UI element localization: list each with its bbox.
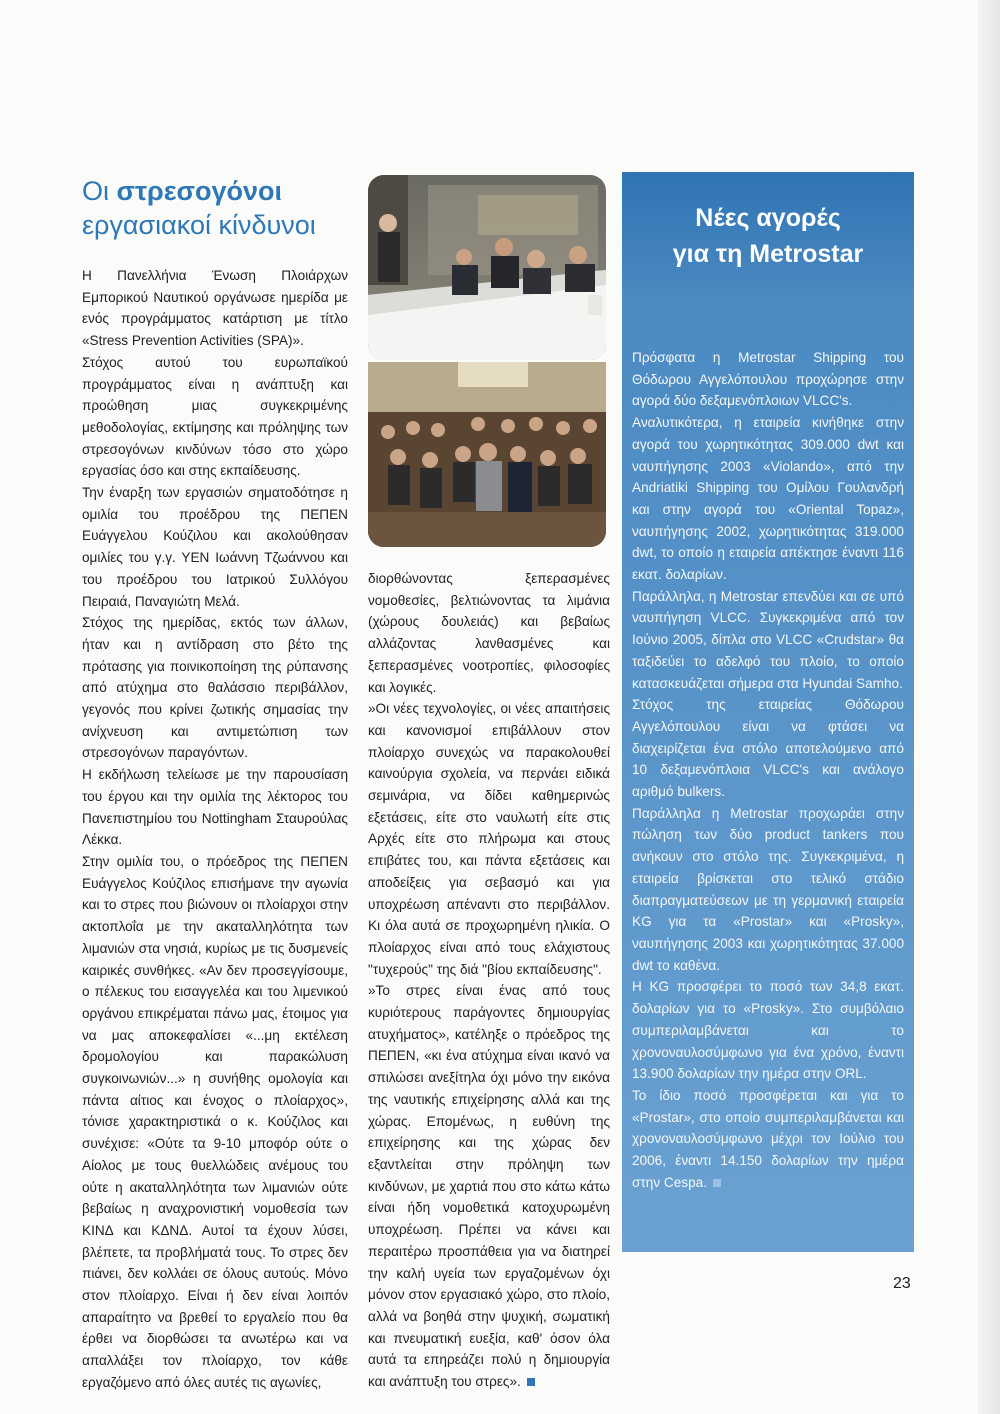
article-title [82,174,342,242]
sidebar-text [632,347,904,1193]
paragraph-text: »Το στρες είναι ένας από τους κυριότερους παράγοντες δημιουργίας ατυχήματος», κατέληξε ο πρόεδρος της ΠΕΠΕΝ, «κι ένα ατύχημα είναι ικανό να σπιλώσει ανεξίτηλα όχι μόνο την εικόνα της ναυτικής επιχείρησης αλλά και της χώρας. Επομένως, η ευθύνη της επιχείρησης και της χώρας δεν εξαντλείται στην πρόληψη των κινδύνων, με χαρτιά που στο κάτω κάτω είναι ήδη νομοθετικά κατοχυρωμένη υποχρέωση. Πρέπει να κάνει και περαιτέρω προσπάθεια για να διατηρεί την καλή υγεία των εργαζομένων όχι μόνον στον εργασιακό χώρο, στο πλοίο, αλλά να βοηθά στην ψυχική, σωματική και πνευματική ευεξία, καθ' όσον όλα αυτά τα επηρεάζει πολύ η δημιουργία και ανάπτυξη του στρες». [368,983,610,1390]
sidebar-title-line-2: για τη Metrostar [672,240,864,268]
paragraph: Στόχος της ημερίδας, εκτός των άλλων, ήταν και η αντίδραση στο βέτο της πρότασης για ποινικοποίηση της ρύπανσης από ατύχημα στο θαλάσσιο περιβάλλον, γεγονός που κρίνει ζωτικής σημασίας την ανίχνευση και αντιμετώπιση των στρεσογόνων παραγόντων. [82,615,348,761]
paragraph: Στόχος αυτού του ευρωπαϊκού προγράμματος είναι η ανάπτυξη και προώθηση μιας συγκεκριμένης μεθοδολογίας, εκτίμησης και πρόληψης των στρεσογόνων κινδύνων τόσο στο χώρο εργασίας όσο και στης εκπαίδευσης. [82,354,348,479]
article-column-1 [82,265,348,1394]
paragraph [632,1085,904,1194]
paragraph: Αναλυτικότερα, η εταιρεία κινήθηκε στην αγορά του χωρητικότητας 309.000 dwt και ναυπήγησης 2003 «Violando», από την Andriatiki Shipping του Ομίλου Γουλανδρή και στην αγορά του «Oriental Topaz», ναυπήγησης 2002, χωρητικότητας 319.000 dwt, το οποίο η εταιρεία απέκτησε έναντι 116 εκατ. δολαρίων. [632,415,904,583]
paragraph: Στην ομιλία του, ο πρόεδρος της ΠΕΠΕΝ Ευάγγελος Κούζιλος επισήμανε την αγωνία και το στρες που βιώνουν οι πλοίαρχοι στην ακτοπλοΐα με την ακαταλληλότητα των λιμανιών στα νησιά, κυρίως με τις δυσμενείς καιρικές συνθήκες. «Αν δεν προσεγγίσουμε, ο πέλεκυς του εισαγγελέα και του λιμενικού οργάνου επικρέμαται πάνω μας, έτοιμος για να μας αποκεφαλίσει «...μη εκτέλεση δρομολογίου και παρακώλυση συγκοινωνιών...» η συνήθης ομολογία και πάντα αίτιος και ένοχος ο πλοίαρχος», τόνισε χαρακτηριστικά ο κ. Κούζιλος και συνέχισε: «Ούτε τα 9-10 μποφόρ ούτε ο Αίολος με τους θυελλώδεις ανέμους του ούτε η ακαταλληλότητα των λιμανιών ούτε βεβαίως η αναχρονιστική νομοθεσία των ΚΙΝΔ και ΚΔΝΔ. Αυτοί τα έχουν λύσει, βλέπετε, τα προβλήματά τους. Το στρες δεν πιάνει, δεν κολλάει σε όλους αυτούς. Μόνο στον πλοίαρχο. Είναι ή δεν είναι λοιπόν απαραίτητο να βρεθεί το εργαλείο που θα έρθει να διορθώσει τα ανωτέρω και να απαλλάξει τον πλοίαρχο, τον κάθε εργαζόμενο από όλες αυτές τις αγωνίες, [82,853,348,1390]
conference-audience-photo [368,362,606,547]
paragraph: Στόχος της εταιρείας Θόδωρου Αγγελόπουλου είναι να φτάσει να διαχειρίζεται ένα στόλο αποτελούμενο από 10 δεξαμενόπλοια VLCC's και ανάλογο αριθμό bulkers. [632,697,904,800]
paragraph-text: Το ίδιο ποσό προσφέρεται και για το «Prostar», στο οποίο συμπεριλαμβάνεται και χρονοναυλοσύμφωνο μέχρι τον Ιούλιο του 2006, έναντι 14.150 δολαρίων την ημέρα στην Cespa. [632,1087,904,1190]
title-bold-word: στρεσογόνοι [116,176,283,206]
end-of-sidebar-square-icon [713,1179,721,1187]
paragraph: Παράλληλα, η Metrostar επενδύει και σε υπό ναυπήγηση VLCC. Συγκεκριμένα από τον Ιούνιο 2005, δίπλα στο VLCC «Crudstar» θα ταξιδεύει το αδελφό του πλοίο, το οποίο κατασκευάζεται σήμερα στα Hyundai Samho. [632,588,904,691]
page-edge-shadow [978,0,1000,1414]
paragraph: διορθώνοντας ξεπερασμένες νομοθεσίες, βελτιώνοντας τα λιμάνια (χώρους δουλειάς) και βεβαίως αλλάζοντας λανθασμένες και ξεπερασμένες νοοτροπίες, φιλοσοφίες και λογικές. [368,571,610,695]
sidebar-title-line-1: Νέες αγορές [695,204,841,232]
title-word: Οι [82,176,117,206]
page-number: 23 [893,1275,911,1292]
paragraph [368,980,610,1392]
conference-panel-photo [368,175,606,360]
sidebar-title [622,200,914,272]
paragraph: Την έναρξη των εργασιών σηματοδότησε η ομιλία του προέδρου της ΠΕΠΕΝ Ευάγγελου Κούζιλου και ακολούθησαν ομιλίες του γ.γ. ΥΕΝ Ιωάννη Τζωάννου και του προέδρου του Ιατρικού Συλλόγου Πειραιά, Παναγιώτη Μελά. [82,485,348,609]
paragraph: »Οι νέες τεχνολογίες, οι νέες απαιτήσεις και κανονισμοί επιβάλλουν στον πλοίαρχο συνεχώς να παρακολουθεί καινούργια σχολεία, να περνάει ειδικά σεμινάρια, να δίδει καθημερινώς εξετάσεις, είτε στο ναυλωτή είτε στις Αρχές είτε στο πλήρωμα και στους επιβάτες του, και πάντα εξετάσεις και αποδείξεις για σεβασμό και για υποχρέωση απέναντι στο περιβάλλον. Κι όλα αυτά σε προχωρημένη ηλικία. Ο πλοίαρχος είναι από τους ελάχιστους "τυχερούς" της διά "βίου εκπαίδευσης". [368,701,610,977]
paragraph: Η Πανελλήνια Ένωση Πλοιάρχων Εμπορικού Ναυτικού οργάνωσε ημερίδα με ενός προγράμματος κατάρτιση με τίτλο «Stress Prevention Activities (SPA)». [82,268,348,349]
paragraph: Η KG προσφέρει το ποσό των 34,8 εκατ. δολαρίων για το «Prosky». Στο συμβόλαιο συμπεριλαμβάνεται και το χρονοναυλοσύμφωνο για ένα χρόνο, έναντι 13.900 δολαρίων την ημέρα στην ORL. [632,979,904,1082]
paragraph: Παράλληλα η Metrostar προχωράει στην πώληση των δύο product tankers που ανήκουν στο στόλο της. Συγκεκριμένα, η εταιρεία βρίσκεται στο τελικό στάδιο διαπραγματεύσεων με τη γερμανική εταιρεία KG για τα «Prostar» και «Prosky», ναυπήγησης 2003 και χωρητικότητας 37.000 dwt το καθένα. [632,805,904,973]
panel-photo-image [368,175,606,360]
paragraph: Πρόσφατα η Metrostar Shipping του Θόδωρου Αγγελόπουλου προχώρησε στην αγορά δύο δεξαμενόπλοιων VLCC's. [632,350,904,409]
audience-photo-image [368,362,606,547]
end-of-article-square-icon [527,1378,535,1386]
article-column-2 [368,568,610,1393]
title-line-2: εργασιακοί κίνδυνοι [82,210,316,240]
paragraph: Η εκδήλωση τελείωσε με την παρουσίαση του έργου και την ομιλία της λέκτορος του Πανεπιστημίου του Nottingham Σταυρούλας Λέκκα. [82,767,348,848]
